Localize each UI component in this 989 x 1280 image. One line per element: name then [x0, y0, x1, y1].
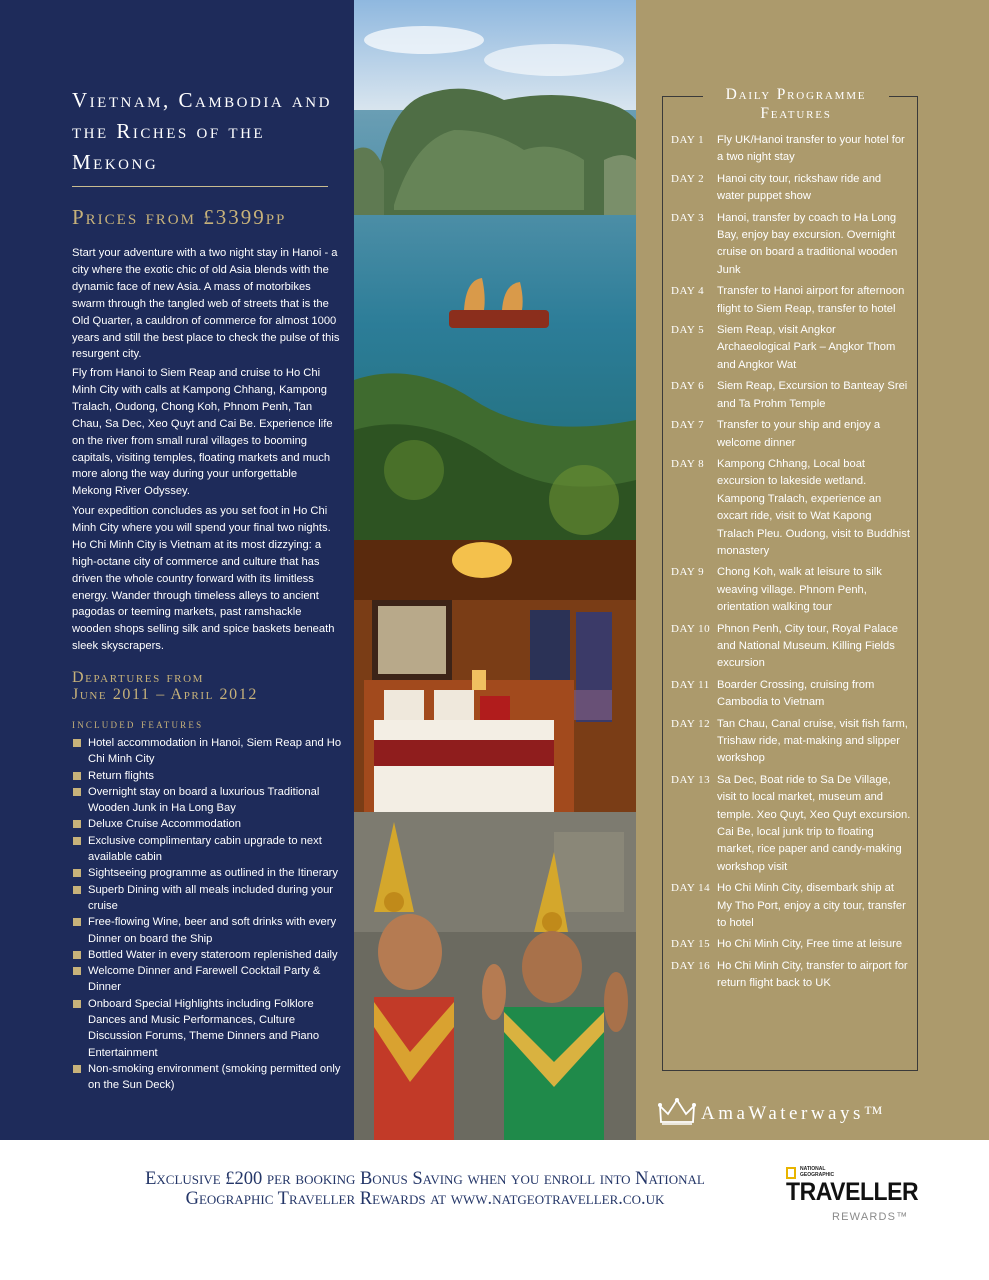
feature-item — [72, 947, 347, 963]
day-text: Siem Reap, Excursion to Banteay Srei and Ta Prohm Temple — [717, 380, 908, 410]
departures-heading — [72, 669, 258, 703]
feature-text: Welcome Dinner and Farewell Cocktail Party & Dinner — [88, 965, 321, 994]
day-item — [671, 772, 911, 876]
day-label: DAY 11 — [671, 678, 710, 691]
price-heading: Prices from £3399pp — [72, 205, 287, 229]
feature-text: Return flights — [88, 769, 154, 782]
day-label: DAY 1 — [671, 134, 705, 146]
feature-text: Non-smoking environment (smoking permitted only on the Sun Deck) — [88, 1062, 341, 1092]
day-label: DAY 5 — [671, 324, 705, 337]
day-label: DAY 12 — [671, 717, 711, 730]
day-text: Sa Dec, Boat ride to Sa De Village, visit to local market, museum and temple. Xeo Quyt, Xeo Quyt excursion. Cai Be, local junk trip to floating market, rice paper and candy-making workshop visit — [717, 773, 911, 873]
day-text: Phnon Penh, City tour, Royal Palace and National Museum. Killing Fields excursion — [717, 622, 898, 670]
day-text: Ho Chi Minh City, transfer to airport for return flight back to UK — [717, 959, 908, 990]
bullet-square-icon — [73, 739, 81, 747]
feature-text: Free-flowing Wine, beer and soft drinks with every Dinner on board the Ship — [88, 916, 337, 945]
feature-item — [72, 833, 347, 866]
day-item — [671, 677, 911, 712]
day-item — [671, 132, 911, 167]
brand-name: AmaWaterways™ — [701, 1103, 886, 1124]
day-item — [671, 283, 911, 318]
day-text: Hanoi city tour, rickshaw ride and water puppet show — [717, 172, 882, 203]
bullet-square-icon — [73, 869, 81, 877]
cruise-paragraph: Fly from Hanoi to Siem Reap and cruise to Ho Chi Minh City with calls at Kampong Chhang, Kampong Tralach, Oudong, Chong Koh, Phnom Penh, Tan Chau, Sa Dec, Xeo Quyt and Cai Be. Experience life on the river from small rural villages to booming capitals, visiting temples, floating markets and much more along the way during your unforgettable Mekong River Odyssey. — [72, 367, 333, 498]
included-features-list — [72, 735, 347, 1094]
feature-text: Superb Dining with all meals included during your cruise — [88, 883, 334, 912]
right-column — [636, 0, 989, 1140]
day-item — [671, 621, 911, 673]
day-text: Kampong Chhang, Local boat excursion to lakeside wetland. Kampong Tralach, experience an oxcart ride, visit to Wat Kapong Tralach Pleu. Oudong, visit to Buddhist monastery — [717, 457, 910, 557]
day-text: Ho Chi Minh City, disembark ship at My Tho Port, enjoy a city tour, transfer to hotel — [717, 882, 906, 930]
feature-item — [72, 996, 347, 1061]
day-item — [671, 417, 911, 452]
day-item — [671, 322, 911, 374]
feature-item — [72, 784, 347, 817]
footer-banner — [0, 1140, 989, 1280]
ha-long-bay-photo — [354, 0, 636, 540]
conclusion-paragraph: Your expedition concludes as you set foot in Ho Chi Minh City where you will spend your final two nights. Ho Chi Minh City is Vietnam at its most dizzying: a high-octane city of commerce and culture that has driven the whole country forward with its limitless energy. Wander through timeless alleys to ancient pagodas or teeming markets, past ramshackle wooden shops selling silk and spice baskets beneath sleek skyscrapers. — [72, 505, 335, 653]
day-label: DAY 2 — [671, 172, 705, 185]
bullet-square-icon — [73, 837, 81, 845]
day-label: DAY 9 — [671, 566, 705, 579]
day-text: Fly UK/Hanoi transfer to your hotel for a two night stay — [717, 134, 905, 164]
page-title: Vietnam, Cambodia and the Riches of the Mekong — [72, 88, 332, 174]
day-label: DAY 16 — [671, 959, 711, 972]
day-item — [671, 456, 911, 560]
offer-line-2: Geographic Traveller Rewards at www.natgeotraveller.co.uk — [185, 1189, 665, 1209]
daily-programme-title-line2: Features — [760, 105, 832, 122]
day-text: Chong Koh, walk at leisure to silk weaving village. Phnom Penh, orientation walking tour — [717, 566, 882, 614]
bullet-square-icon — [73, 918, 81, 926]
traveller-rewards-logo — [786, 1164, 919, 1234]
offer-line-1: Exclusive £200 per booking Bonus Saving when you enroll into National — [145, 1169, 705, 1189]
feature-text: Exclusive complimentary cabin upgrade to next available cabin — [88, 834, 322, 864]
feature-text: Onboard Special Highlights including Folklore Dances and Music Performances, Culture Discussion Forums, Theme Dinners and Piano Entertainment — [88, 997, 320, 1059]
day-text: Ho Chi Minh City, Free time at leisure — [717, 938, 903, 951]
title-divider — [72, 186, 328, 187]
feature-text: Bottled Water in every stateroom replenished daily — [88, 948, 338, 961]
intro-paragraph: Start your adventure with a two night stay in Hanoi - a city where the exotic chic of old Asia blends with the dynamic face of new Asia. A mass of motorbikes swarm through the tangled web of streets that is the Old Quarter, a cauldron of commerce for almost 1000 years and still the best place to check the pulse of this resurgent city. — [72, 247, 340, 361]
feature-item — [72, 882, 347, 915]
bullet-square-icon — [73, 820, 81, 828]
departures-dates: June 2011 – April 2012 — [72, 686, 258, 703]
departures-label: Departures from — [72, 669, 205, 686]
feature-item — [72, 816, 347, 832]
day-label: DAY 14 — [671, 882, 711, 895]
feature-item — [72, 865, 347, 881]
day-label: DAY 4 — [671, 285, 705, 298]
day-text: Transfer to Hanoi airport for afternoon flight to Siem Reap, transfer to hotel — [717, 285, 905, 315]
day-label: DAY 10 — [671, 622, 711, 635]
daily-programme-box — [662, 86, 918, 1071]
feature-item — [72, 1061, 347, 1094]
bullet-square-icon — [73, 886, 81, 894]
feature-item — [72, 768, 347, 784]
day-label: DAY 15 — [671, 938, 711, 951]
feature-item — [72, 735, 347, 768]
day-item — [671, 958, 911, 993]
bullet-square-icon — [73, 967, 81, 975]
bullet-square-icon — [73, 1065, 81, 1073]
bonus-saving-offer — [60, 1169, 790, 1209]
natgeo-wordmark — [800, 1166, 840, 1178]
daily-programme-heading — [703, 85, 889, 123]
natgeo-label: NATIONAL GEOGRAPHIC — [800, 1166, 835, 1178]
day-text: Boarder Crossing, cruising from Cambodia to Vietnam — [717, 678, 875, 709]
feature-item — [72, 914, 347, 947]
feature-text: Deluxe Cruise Accommodation — [88, 818, 241, 831]
day-label: DAY 8 — [671, 457, 705, 470]
cruise-cabin-photo — [354, 540, 636, 812]
included-features-heading: included features — [72, 716, 204, 731]
bullet-square-icon — [73, 772, 81, 780]
bullet-square-icon — [73, 951, 81, 959]
feature-text: Hotel accommodation in Hanoi, Siem Reap and Ho Chi Minh City — [88, 737, 342, 766]
photo-column — [354, 0, 636, 1140]
bullet-square-icon — [73, 788, 81, 796]
feature-text: Overnight stay on board a luxurious Traditional Wooden Junk in Ha Long Bay — [88, 785, 320, 815]
day-label: DAY 13 — [671, 773, 711, 786]
crown-icon — [658, 1098, 696, 1126]
day-item — [671, 880, 911, 932]
bullet-square-icon — [73, 1000, 81, 1008]
day-item — [671, 378, 911, 413]
day-label: DAY 6 — [671, 380, 705, 393]
feature-text: Sightseeing programme as outlined in the Itinerary — [88, 867, 338, 880]
day-text: Hanoi, transfer by coach to Ha Long Bay, enjoy bay excursion. Overnight cruise on board a traditional wooden Junk — [717, 211, 898, 276]
day-text: Siem Reap, visit Angkor Archaeological Park – Angkor Thom and Angkor Wat — [717, 324, 896, 371]
day-label: DAY 3 — [671, 211, 705, 224]
day-item — [671, 210, 911, 280]
day-item — [671, 936, 911, 953]
apsara-dancers-photo — [354, 812, 636, 1140]
daily-programme-list — [671, 132, 911, 997]
day-item — [671, 564, 911, 616]
day-item — [671, 171, 911, 206]
rewards-label: REWARDS™ — [832, 1211, 909, 1223]
day-item — [671, 716, 911, 768]
day-text: Tan Chau, Canal cruise, visit fish farm, Trishaw ride, mat-making and slipper workshop — [717, 717, 908, 765]
day-text: Transfer to your ship and enjoy a welcome dinner — [717, 419, 881, 449]
daily-programme-title-line1: Daily Programme — [725, 86, 867, 103]
feature-item — [72, 963, 347, 996]
left-column — [0, 0, 354, 1140]
amawaterways-logo — [658, 1098, 958, 1128]
traveller-wordmark: TRAVELLER — [786, 1178, 919, 1206]
day-label: DAY 7 — [671, 419, 705, 432]
